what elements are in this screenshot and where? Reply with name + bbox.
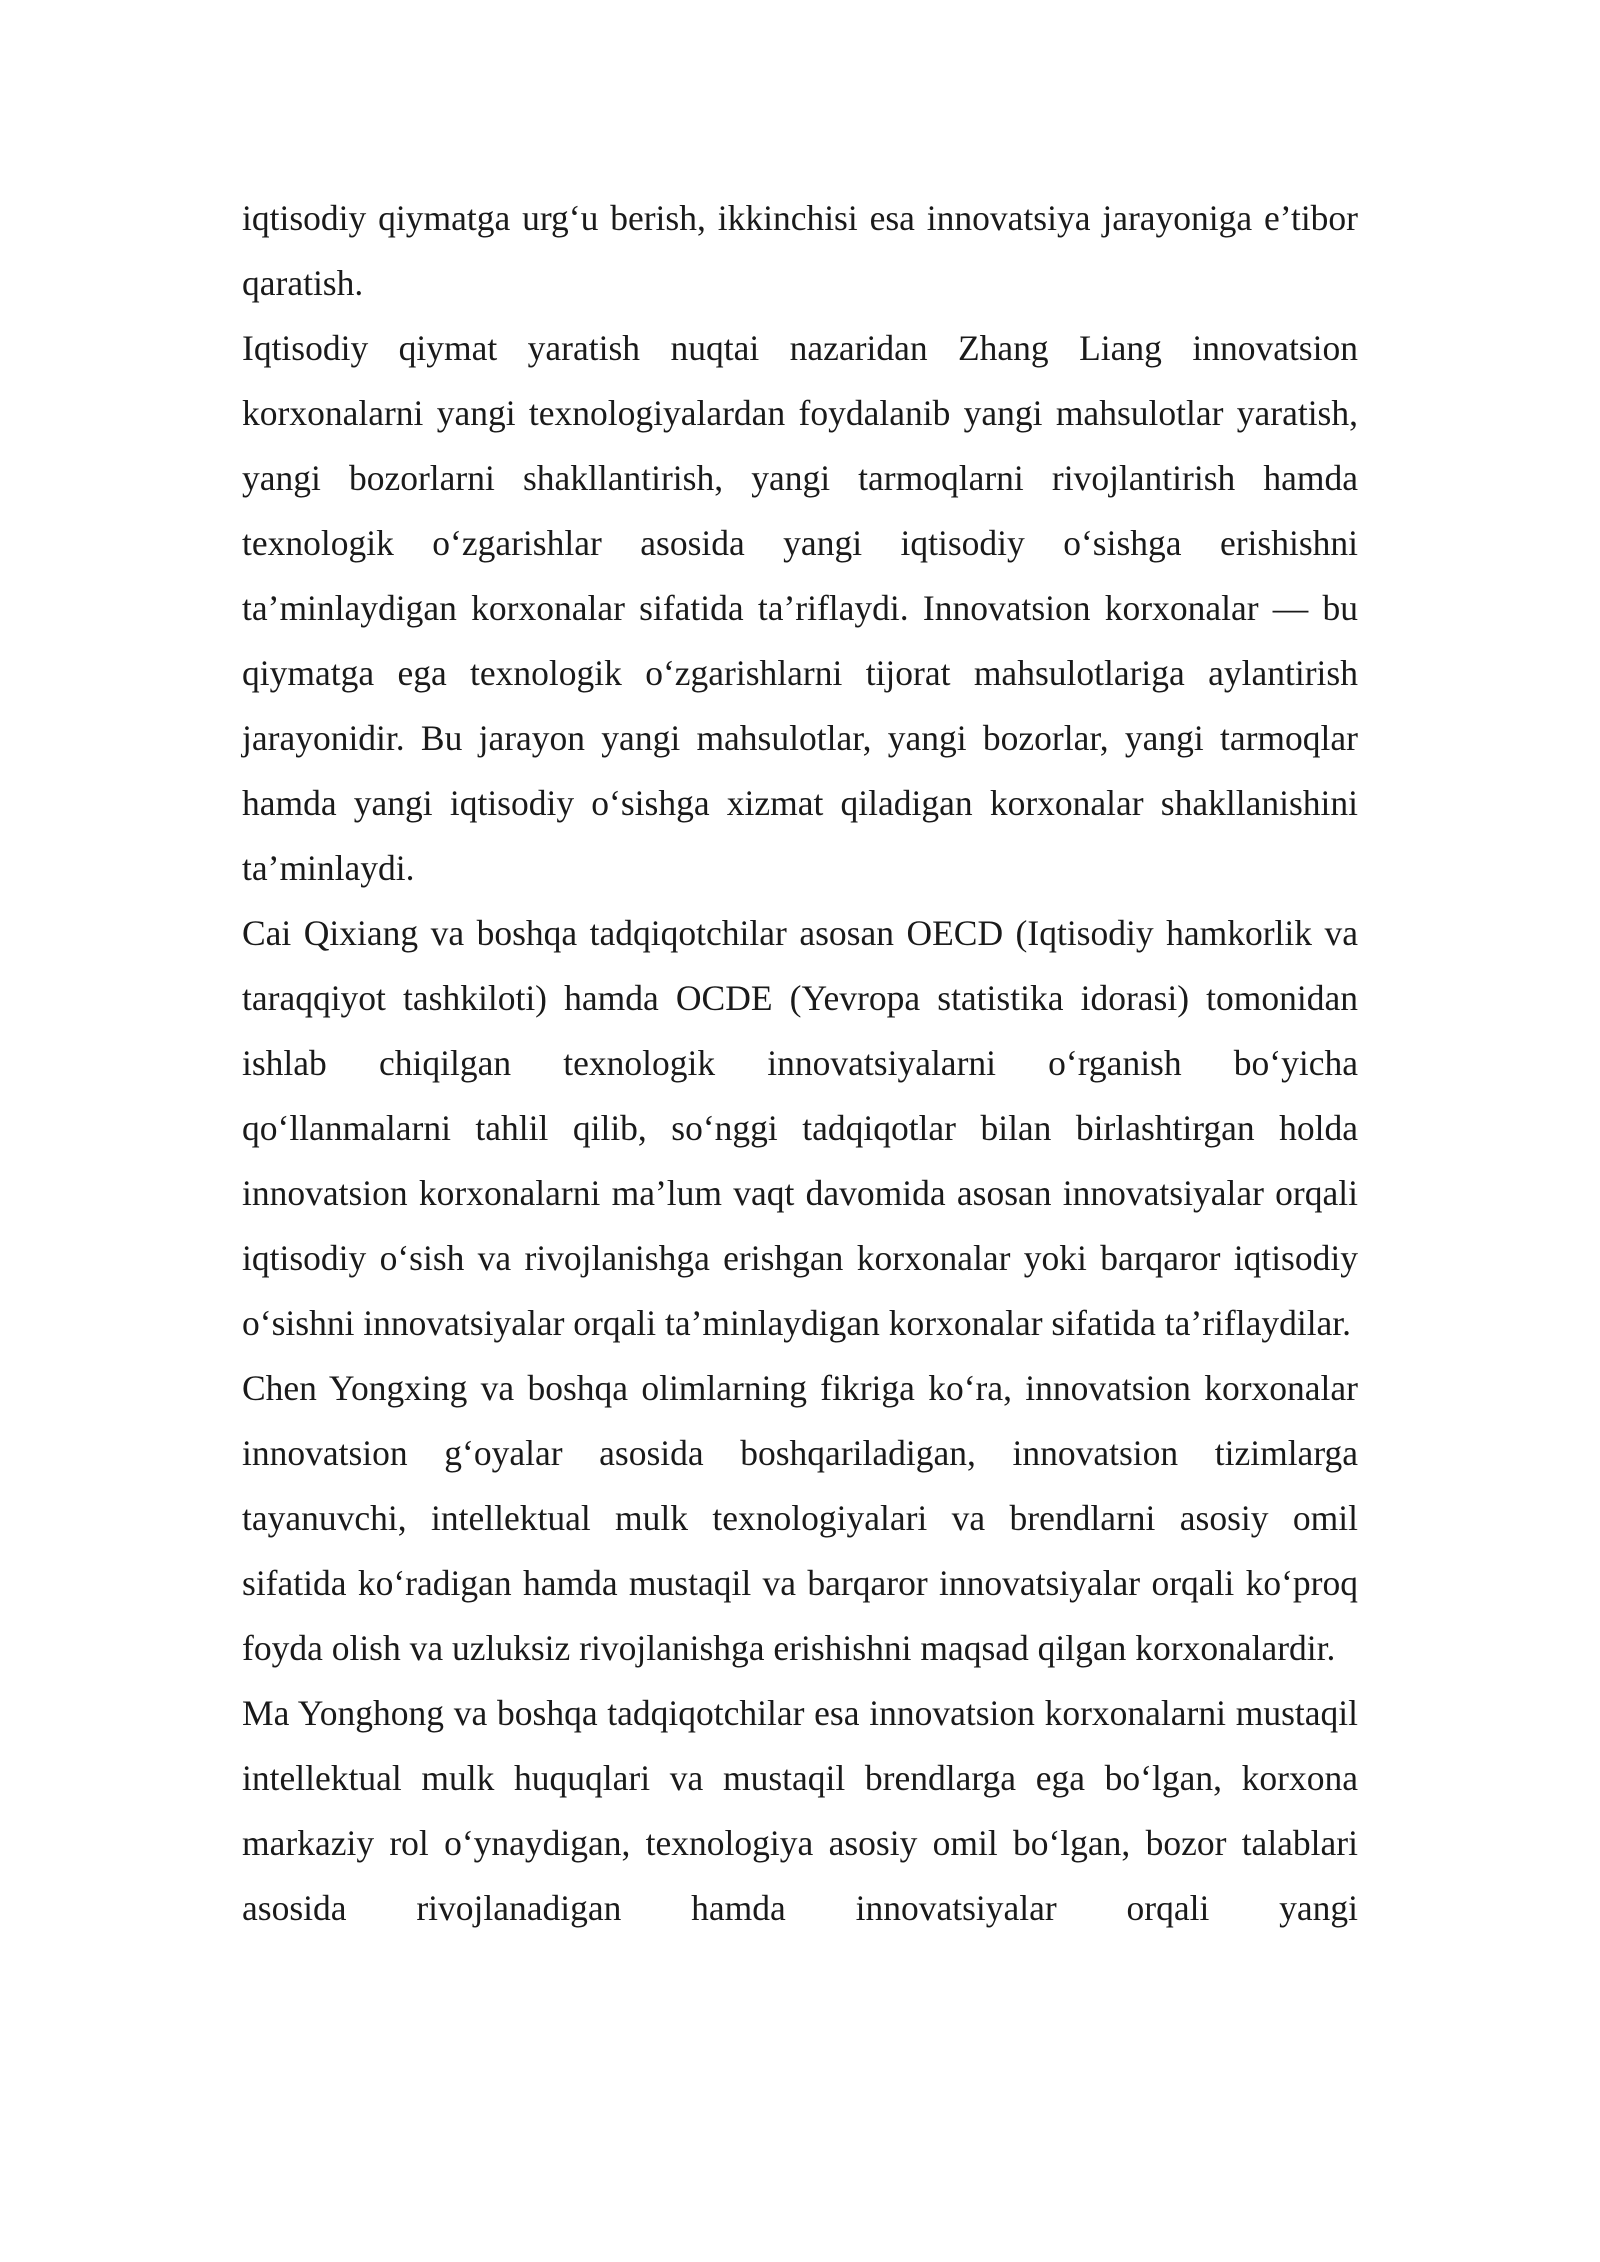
paragraph-4: Chen Yongxing va boshqa olimlarning fikriga ko‘ra, innovatsion korxonalar innovatsion g‘oyalar asosida boshqariladigan, innovatsion tizimlarga tayanuvchi, intellektual mulk texnologiyalari va brendlarni asosiy omil sifatida ko‘radigan hamda mustaqil va barqaror innovatsiyalar orqali ko‘proq foyda olish va uzluksiz rivojlanishga erishishni maqsad qilgan korxonalardir. xyxy=(242,1368,1358,1668)
body-text xyxy=(242,186,1358,1941)
paragraph-5: Ma Yonghong va boshqa tadqiqotchilar esa innovatsion korxonalarni mustaqil intellektual mulk huquqlari va mustaqil brendlarga ega bo‘lgan, korxona markaziy rol o‘ynaydigan, texnologiya asosiy omil bo‘lgan, bozor talablari asosida rivojlanadigan hamda innovatsiyalar orqali yangi xyxy=(242,1693,1358,1928)
paragraph-1: iqtisodiy qiymatga urg‘u berish, ikkinchisi esa innovatsiya jarayoniga e’tibor qaratish. xyxy=(242,198,1358,303)
paragraph-3: Cai Qixiang va boshqa tadqiqotchilar asosan OECD (Iqtisodiy hamkorlik va taraqqiyot tashkiloti) hamda OCDE (Yevropa statistika idorasi) tomonidan ishlab chiqilgan texnologik innovatsiyalarni o‘rganish bo‘yicha qo‘llanmalarni tahlil qilib, so‘nggi tadqiqotlar bilan birlashtirgan holda innovatsion korxonalarni ma’lum vaqt davomida asosan innovatsiyalar orqali iqtisodiy o‘sish va rivojlanishga erishgan korxonalar yoki barqaror iqtisodiy o‘sishni innovatsiyalar orqali ta’minlaydigan korxonalar sifatida ta’riflaydilar. xyxy=(242,913,1358,1343)
paragraph-2: Iqtisodiy qiymat yaratish nuqtai nazaridan Zhang Liang innovatsion korxonalarni yangi texnologiyalardan foydalanib yangi mahsulotlar yaratish, yangi bozorlarni shakllantirish, yangi tarmoqlarni rivojlantirish hamda texnologik o‘zgarishlar asosida yangi iqtisodiy o‘sishga erishishni ta’minlaydigan korxonalar sifatida ta’riflaydi. Innovatsion korxonalar — bu qiymatga ega texnologik o‘zgarishlarni tijorat mahsulotlariga aylantirish jarayonidir. Bu jarayon yangi mahsulotlar, yangi bozorlar, yangi tarmoqlar hamda yangi iqtisodiy o‘sishga xizmat qiladigan korxonalar shakllanishini ta’minlaydi. xyxy=(242,328,1358,888)
